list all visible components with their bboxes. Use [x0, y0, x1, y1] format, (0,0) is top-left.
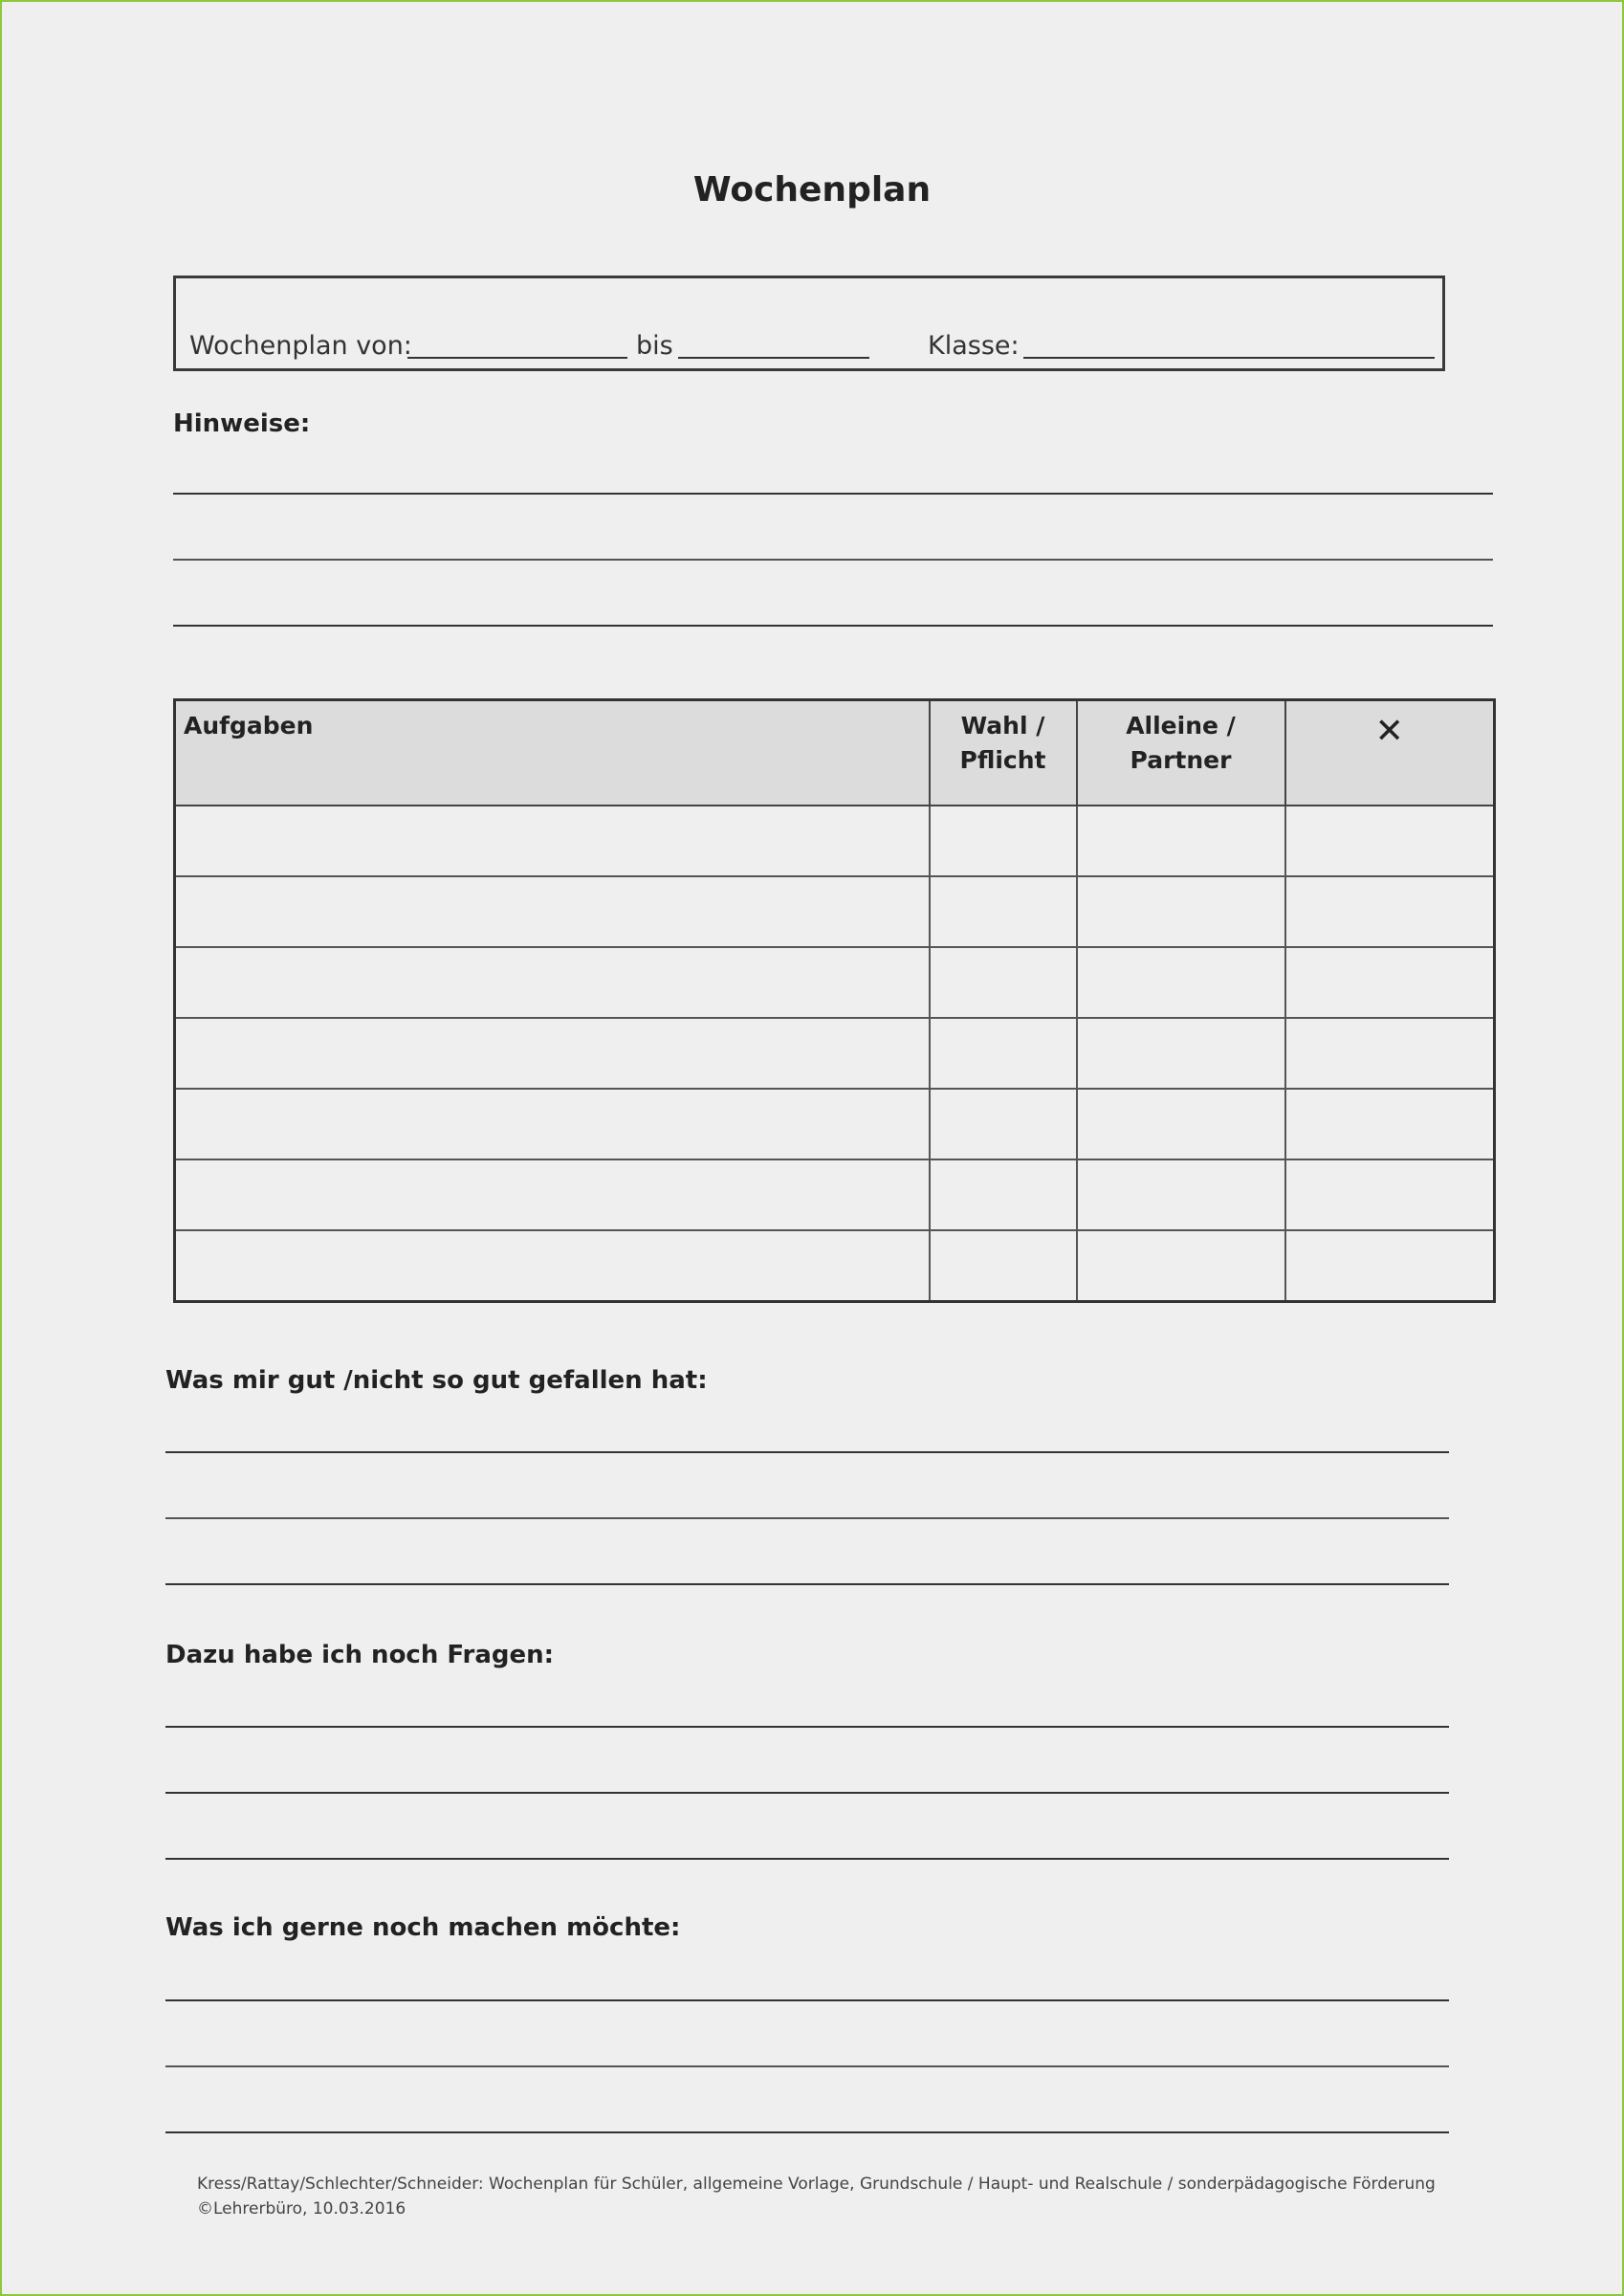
bis-field[interactable]: [678, 357, 869, 359]
klasse-label: Klasse:: [928, 331, 1020, 361]
column-header-alleine-partner: [1077, 700, 1285, 806]
task-cell[interactable]: [175, 1230, 930, 1302]
fragen-line[interactable]: [165, 1792, 1449, 1794]
machen-line[interactable]: [165, 2131, 1449, 2133]
partner-cell[interactable]: [1077, 1018, 1285, 1089]
task-cell[interactable]: [175, 806, 930, 876]
table-row: [175, 806, 1495, 876]
wahl-cell[interactable]: [930, 947, 1077, 1018]
gefallen-line[interactable]: [165, 1451, 1449, 1453]
task-cell[interactable]: [175, 1159, 930, 1230]
cross-icon: ✕: [1374, 712, 1404, 751]
fragen-line[interactable]: [165, 1726, 1449, 1728]
done-cell[interactable]: [1285, 1159, 1495, 1230]
done-cell[interactable]: [1285, 1018, 1495, 1089]
column-header-label: Pflicht: [959, 746, 1046, 774]
machen-label: Was ich gerne noch machen möchte:: [165, 1913, 681, 1942]
task-cell[interactable]: [175, 876, 930, 947]
done-cell[interactable]: [1285, 1230, 1495, 1302]
wahl-cell[interactable]: [930, 1089, 1077, 1159]
partner-cell[interactable]: [1077, 876, 1285, 947]
von-field[interactable]: [407, 357, 627, 359]
done-cell[interactable]: [1285, 876, 1495, 947]
fragen-line[interactable]: [165, 1858, 1449, 1860]
tasks-table: [173, 698, 1496, 1303]
hinweise-line[interactable]: [173, 559, 1493, 561]
table-row: [175, 1018, 1495, 1089]
bis-label: bis: [636, 331, 673, 361]
table-row: [175, 1230, 1495, 1302]
column-header-label: Wahl /: [960, 712, 1045, 740]
partner-cell[interactable]: [1077, 1159, 1285, 1230]
wahl-cell[interactable]: [930, 1018, 1077, 1089]
column-header-done: [1285, 700, 1495, 806]
gefallen-label: Was mir gut /nicht so gut gefallen hat:: [165, 1366, 708, 1395]
footer-line: ©Lehrerbüro, 10.03.2016: [197, 2199, 406, 2219]
column-header-label: Partner: [1130, 746, 1232, 774]
done-cell[interactable]: [1285, 1089, 1495, 1159]
table-row: [175, 1089, 1495, 1159]
done-cell[interactable]: [1285, 806, 1495, 876]
column-header-aufgaben: [175, 700, 930, 806]
column-header-label: Alleine /: [1126, 712, 1236, 740]
klasse-field[interactable]: [1023, 357, 1435, 359]
table-row: [175, 876, 1495, 947]
gefallen-line[interactable]: [165, 1517, 1449, 1519]
footer-credit: [197, 2172, 1436, 2221]
partner-cell[interactable]: [1077, 806, 1285, 876]
wahl-cell[interactable]: [930, 1159, 1077, 1230]
fragen-label: Dazu habe ich noch Fragen:: [165, 1641, 555, 1669]
machen-line[interactable]: [165, 1999, 1449, 2001]
column-header-label: Aufgaben: [184, 712, 314, 740]
hinweise-line[interactable]: [173, 493, 1493, 495]
footer-line: Kress/Rattay/Schlechter/Schneider: Wochenplan für Schüler, allgemeine Vorlage, Grundschule / Haupt- und Realschule / sonderpädagogische Förderung: [197, 2175, 1436, 2194]
task-cell[interactable]: [175, 947, 930, 1018]
column-header-wahl-pflicht: [930, 700, 1077, 806]
header-info-box: [173, 276, 1445, 371]
table-row: [175, 947, 1495, 1018]
wahl-cell[interactable]: [930, 806, 1077, 876]
wahl-cell[interactable]: [930, 876, 1077, 947]
partner-cell[interactable]: [1077, 947, 1285, 1018]
partner-cell[interactable]: [1077, 1089, 1285, 1159]
hinweise-line[interactable]: [173, 625, 1493, 627]
table-row: [175, 1159, 1495, 1230]
table-header-row: [175, 700, 1495, 806]
task-cell[interactable]: [175, 1018, 930, 1089]
gefallen-line[interactable]: [165, 1583, 1449, 1585]
partner-cell[interactable]: [1077, 1230, 1285, 1302]
machen-line[interactable]: [165, 2065, 1449, 2067]
done-cell[interactable]: [1285, 947, 1495, 1018]
von-label: Wochenplan von:: [189, 331, 412, 361]
page-title: Wochenplan: [692, 170, 932, 210]
hinweise-label: Hinweise:: [173, 409, 311, 438]
wahl-cell[interactable]: [930, 1230, 1077, 1302]
task-cell[interactable]: [175, 1089, 930, 1159]
